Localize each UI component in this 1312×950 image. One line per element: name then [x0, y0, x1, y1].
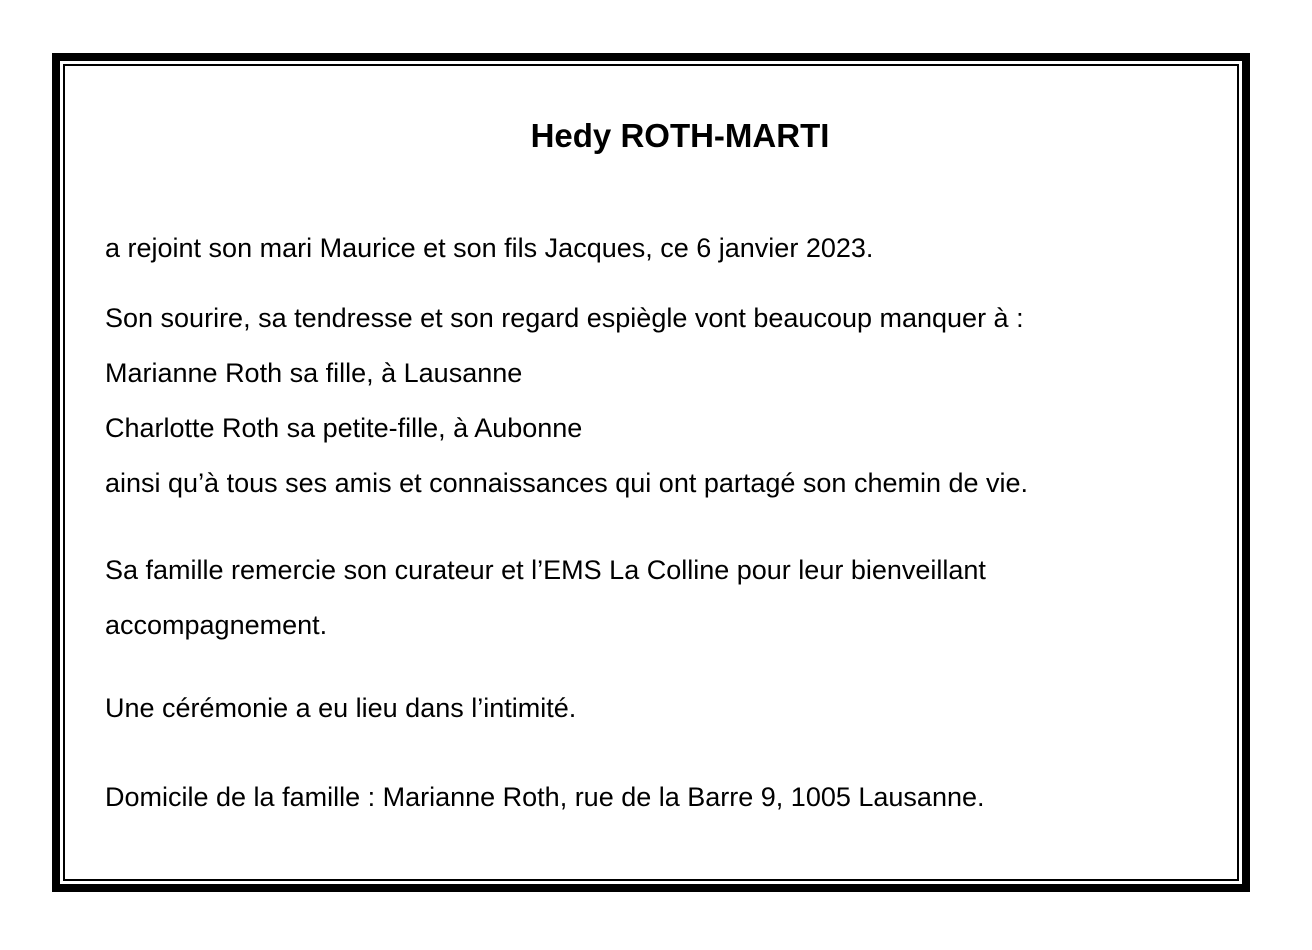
death-notice-inner-border	[63, 64, 1239, 881]
text-line: a rejoint son mari Maurice et son fils Jacques, ce 6 janvier 2023.	[105, 233, 874, 263]
paragraph-announcement	[105, 221, 1217, 276]
paragraph-address	[105, 770, 1217, 825]
text-line: Marianne Roth sa fille, à Lausanne	[105, 358, 523, 388]
death-notice-frame	[52, 53, 1250, 892]
text-line: ainsi qu’à tous ses amis et connaissances qui ont partagé son chemin de vie.	[105, 468, 1029, 498]
death-notice-content	[65, 108, 1237, 921]
deceased-name-title: Hedy ROTH-MARTI	[530, 117, 830, 154]
text-line: Domicile de la famille : Marianne Roth, rue de la Barre 9, 1005 Lausanne.	[105, 782, 985, 812]
text-line: Sa famille remercie son curateur et l’EMS La Colline pour leur bienveillant	[105, 555, 986, 585]
text-line: Une cérémonie a eu lieu dans l’intimité.	[105, 693, 577, 723]
text-line: Son sourire, sa tendresse et son regard espiègle vont beaucoup manquer à :	[105, 303, 1024, 333]
text-line: Charlotte Roth sa petite-fille, à Aubonne	[105, 413, 583, 443]
paragraph-family	[105, 291, 1217, 511]
paragraph-thanks	[105, 543, 1217, 653]
paragraph-ceremony	[105, 681, 1217, 736]
text-line: accompagnement.	[105, 610, 328, 640]
